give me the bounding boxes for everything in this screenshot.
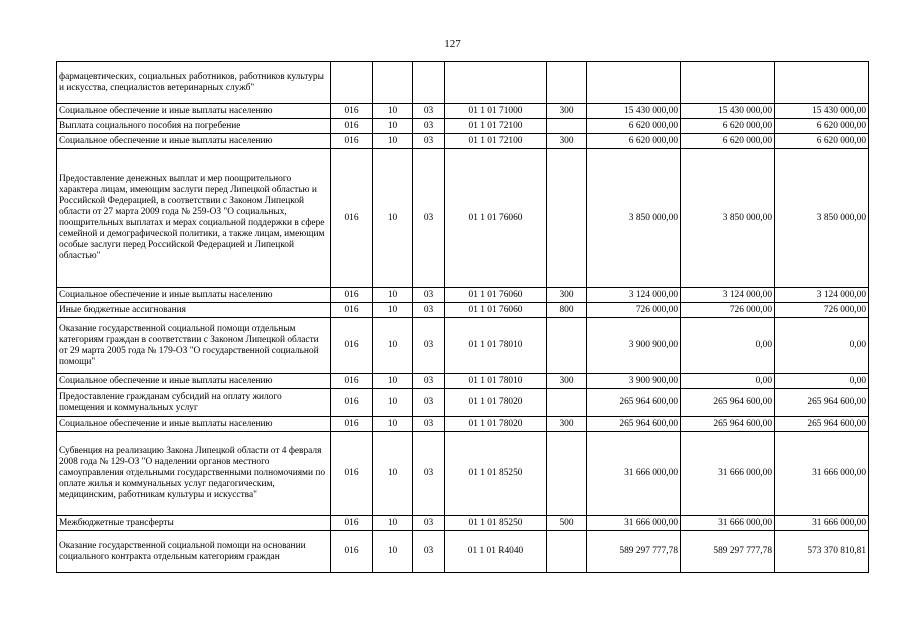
table-row [57, 62, 869, 104]
row-sum3: 31 666 000,00 [775, 516, 869, 531]
row-sum3: 31 666 000,00 [775, 432, 869, 516]
row-subsection: 03 [413, 288, 445, 303]
budget-table [56, 61, 869, 573]
row-type [547, 432, 587, 516]
table-row [57, 516, 869, 531]
row-sum3: 265 964 600,00 [775, 417, 869, 432]
row-sum2: 265 964 600,00 [681, 389, 775, 417]
row-name: Субвенция на реализацию Закона Липецкой области от 4 февраля 2008 года № 129-ОЗ "О наделении органов местного самоуправления отдельными государственными полномочиями по оплате жилья и коммунальных услуг педагогическим, медицинским, работникам культуры и искусства" [57, 432, 331, 516]
row-section: 10 [373, 104, 413, 119]
row-type [547, 119, 587, 134]
row-sum2: 0,00 [681, 374, 775, 389]
row-sum1: 3 900 900,00 [587, 318, 681, 374]
row-sum2: 3 124 000,00 [681, 288, 775, 303]
row-type [547, 62, 587, 104]
row-target: 01 1 01 71000 [445, 104, 547, 119]
row-subsection: 03 [413, 303, 445, 318]
page-number: 127 [444, 38, 461, 50]
row-sum2: 3 850 000,00 [681, 149, 775, 288]
row-subsection: 03 [413, 104, 445, 119]
row-ministry: 016 [331, 134, 373, 149]
row-sum3: 0,00 [775, 374, 869, 389]
row-target: 01 1 01 R4040 [445, 531, 547, 573]
row-sum2: 31 666 000,00 [681, 432, 775, 516]
row-target [445, 62, 547, 104]
row-target: 01 1 01 76060 [445, 149, 547, 288]
row-ministry: 016 [331, 288, 373, 303]
row-sum2 [681, 62, 775, 104]
row-name: Социальное обеспечение и иные выплаты населению [57, 288, 331, 303]
table-row [57, 318, 869, 374]
row-sum3 [775, 62, 869, 104]
row-type: 300 [547, 417, 587, 432]
row-subsection [413, 62, 445, 104]
row-subsection: 03 [413, 374, 445, 389]
table-row [57, 149, 869, 288]
row-type: 300 [547, 104, 587, 119]
row-sum1: 3 124 000,00 [587, 288, 681, 303]
row-sum2: 589 297 777,78 [681, 531, 775, 573]
row-target: 01 1 01 72100 [445, 134, 547, 149]
row-sum1: 726 000,00 [587, 303, 681, 318]
table-row [57, 389, 869, 417]
row-type: 300 [547, 374, 587, 389]
row-ministry: 016 [331, 374, 373, 389]
row-sum1: 15 430 000,00 [587, 104, 681, 119]
row-ministry: 016 [331, 531, 373, 573]
row-sum1: 3 900 900,00 [587, 374, 681, 389]
row-target: 01 1 01 76060 [445, 288, 547, 303]
row-ministry: 016 [331, 104, 373, 119]
row-name: Оказание государственной социальной помощи на основании социального контракта отдельным категориям граждан [57, 531, 331, 573]
row-name: Иные бюджетные ассигнования [57, 303, 331, 318]
row-target: 01 1 01 78010 [445, 318, 547, 374]
row-section [373, 62, 413, 104]
row-name: Социальное обеспечение и иные выплаты населению [57, 104, 331, 119]
row-type: 500 [547, 516, 587, 531]
row-ministry: 016 [331, 432, 373, 516]
row-sum2: 6 620 000,00 [681, 134, 775, 149]
row-name: Предоставление денежных выплат и мер поощрительного характера лицам, имеющим заслуги перед Липецкой областью и Российской Федерацией, в соответствии с Законом Липецкой области от 27 марта 2009 года № 259-ОЗ "О социальных, поощрительных выплатах и мерах социальной поддержки в сфере семейной и демографической политики, а также лицам, имеющим особые заслуги перед Российской Федерацией и Липецкой областью" [57, 149, 331, 288]
row-ministry: 016 [331, 389, 373, 417]
row-ministry: 016 [331, 516, 373, 531]
row-subsection: 03 [413, 134, 445, 149]
row-name: Социальное обеспечение и иные выплаты населению [57, 134, 331, 149]
row-ministry: 016 [331, 149, 373, 288]
row-section: 10 [373, 389, 413, 417]
table-row [57, 417, 869, 432]
row-name: Социальное обеспечение и иные выплаты населению [57, 374, 331, 389]
row-target: 01 1 01 78020 [445, 389, 547, 417]
row-name: Предоставление гражданам субсидий на оплату жилого помещения и коммунальных услуг [57, 389, 331, 417]
row-sum1: 265 964 600,00 [587, 417, 681, 432]
row-type: 300 [547, 134, 587, 149]
row-sum2: 726 000,00 [681, 303, 775, 318]
row-sum1: 31 666 000,00 [587, 516, 681, 531]
row-subsection: 03 [413, 432, 445, 516]
row-ministry: 016 [331, 119, 373, 134]
table-row [57, 531, 869, 573]
row-sum2: 6 620 000,00 [681, 119, 775, 134]
row-section: 10 [373, 417, 413, 432]
row-section: 10 [373, 531, 413, 573]
row-target: 01 1 01 78020 [445, 417, 547, 432]
row-sum3: 573 370 810,81 [775, 531, 869, 573]
row-sum1: 6 620 000,00 [587, 134, 681, 149]
row-type [547, 149, 587, 288]
table-row [57, 303, 869, 318]
row-name: фармацевтических, социальных работников, работников культуры и искусства, специалистов ветеринарных служб" [57, 62, 331, 104]
row-type: 300 [547, 288, 587, 303]
row-sum2: 265 964 600,00 [681, 417, 775, 432]
row-name: Оказание государственной социальной помощи отдельным категориям граждан в соответствии с Законом Липецкой области от 29 марта 2005 года № 179-ОЗ "О государственной социальной помощи" [57, 318, 331, 374]
row-section: 10 [373, 516, 413, 531]
row-type [547, 389, 587, 417]
row-section: 10 [373, 149, 413, 288]
row-sum3: 15 430 000,00 [775, 104, 869, 119]
row-sum2: 15 430 000,00 [681, 104, 775, 119]
row-sum3: 6 620 000,00 [775, 134, 869, 149]
row-sum1: 589 297 777,78 [587, 531, 681, 573]
row-target: 01 1 01 78010 [445, 374, 547, 389]
row-section: 10 [373, 288, 413, 303]
table-row [57, 432, 869, 516]
row-subsection: 03 [413, 318, 445, 374]
row-section: 10 [373, 134, 413, 149]
row-section: 10 [373, 318, 413, 374]
row-ministry: 016 [331, 303, 373, 318]
row-type: 800 [547, 303, 587, 318]
row-section: 10 [373, 303, 413, 318]
row-ministry [331, 62, 373, 104]
table-body [57, 62, 869, 573]
row-subsection: 03 [413, 389, 445, 417]
row-sum1 [587, 62, 681, 104]
row-section: 10 [373, 432, 413, 516]
row-sum3: 0,00 [775, 318, 869, 374]
row-name: Межбюджетные трансферты [57, 516, 331, 531]
row-ministry: 016 [331, 318, 373, 374]
row-sum3: 3 124 000,00 [775, 288, 869, 303]
table-row [57, 288, 869, 303]
table-row [57, 119, 869, 134]
row-section: 10 [373, 374, 413, 389]
row-subsection: 03 [413, 531, 445, 573]
row-type [547, 531, 587, 573]
row-target: 01 1 01 85250 [445, 516, 547, 531]
row-sum3: 726 000,00 [775, 303, 869, 318]
row-sum3: 265 964 600,00 [775, 389, 869, 417]
row-sum2: 31 666 000,00 [681, 516, 775, 531]
row-target: 01 1 01 72100 [445, 119, 547, 134]
row-sum3: 3 850 000,00 [775, 149, 869, 288]
row-name: Социальное обеспечение и иные выплаты населению [57, 417, 331, 432]
table-row [57, 374, 869, 389]
row-subsection: 03 [413, 516, 445, 531]
row-sum1: 31 666 000,00 [587, 432, 681, 516]
row-sum3: 6 620 000,00 [775, 119, 869, 134]
row-sum2: 0,00 [681, 318, 775, 374]
row-section: 10 [373, 119, 413, 134]
table-row [57, 104, 869, 119]
row-sum1: 3 850 000,00 [587, 149, 681, 288]
row-subsection: 03 [413, 417, 445, 432]
row-subsection: 03 [413, 149, 445, 288]
table-row [57, 134, 869, 149]
row-subsection: 03 [413, 119, 445, 134]
row-target: 01 1 01 85250 [445, 432, 547, 516]
row-type [547, 318, 587, 374]
row-target: 01 1 01 76060 [445, 303, 547, 318]
row-sum1: 6 620 000,00 [587, 119, 681, 134]
row-name: Выплата социального пособия на погребение [57, 119, 331, 134]
row-ministry: 016 [331, 417, 373, 432]
row-sum1: 265 964 600,00 [587, 389, 681, 417]
